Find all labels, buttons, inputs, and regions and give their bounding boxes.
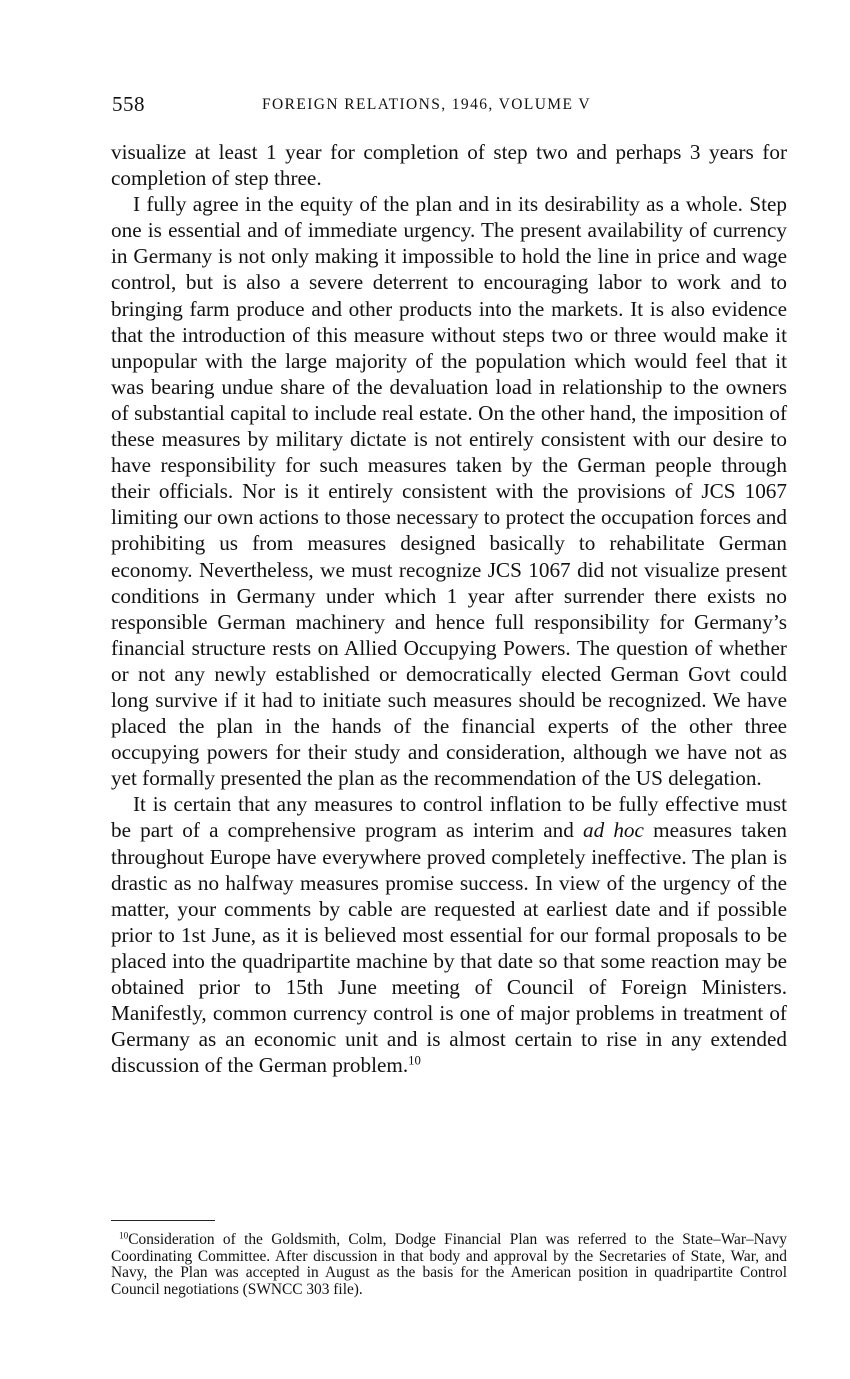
footnote-text: Consideration of the Goldsmith, Colm, Dodge Financial Plan was referred to the State–War–Navy Coordinating Committee. After discussion in that body and approval by the Secretaries of State, War, and Navy, the Plan was accepted in August as the basis for the American position in quadripartite Control Council negotiations (SWNCC 303 file). <box>111 1231 787 1298</box>
paragraph-3-text-end: measures taken throughout Europe have everywhere proved completely ineffective. The plan is drastic as no halfway measures promise success. In view of the urgency of the matter, your comments by cable are requested at earliest date and if possible prior to 1st June, as it is believed most essential for our formal proposals to be placed into the quadripartite machine by that date so that some reaction may be obtained prior to 15th June meeting of Council of Foreign Ministers. Manifestly, common currency control is one of major problems in treatment of Germany as an economic unit and is almost certain to rise in any extended discussion of the German problem. <box>111 818 787 1078</box>
paragraph-2: I fully agree in the equity of the plan and in its desirability as a whole. Step one is essential and of immediate urgency. The present availability of currency in Germany is not only making it impossible to hold the line in price and wage control, but is also a severe deterrent to encouraging labor to work and to bringing farm produce and other products into the markets. It is also evidence that the introduction of this measure without steps two or three would make it unpopular with the large majority of the population which would feel that it was bearing undue share of the devaluation load in relationship to the owners of substantial capital to include real estate. On the other hand, the imposition of these measures by military dictate is not entirely consistent with our desire to have responsibility for such measures taken by the German people through their officials. Nor is it entirely consistent with the provisions of JCS 1067 limiting our own actions to those necessary to protect the occupation forces and prohibiting us from measures designed basically to rehabilitate German economy. Nevertheless, we must recognize JCS 1067 did not visualize present conditions in Germany under which 1 year after surrender there exists no responsible German machinery and hence full responsibility for Germany’s financial structure rests on Allied Occupying Powers. The question of whether or not any newly established or democratically elected German Govt could long survive if it had to initiate such measures should be recognized. We have placed the plan in the hands of the financial experts of the other three occupying powers for their study and consideration, although we have not as yet formally presented the plan as the recommendation of the US delegation. <box>111 192 787 791</box>
footnote-divider <box>111 1220 215 1221</box>
body-text <box>111 139 787 1078</box>
paragraph-1: visualize at least 1 year for completion of step two and perhaps 3 years for completion of step three. <box>111 140 787 191</box>
running-title: FOREIGN RELATIONS, 1946, VOLUME V <box>262 96 591 113</box>
paragraph-3-text-start: It is certain that any measures to control inflation to be fully effective must be part of a comprehensive program as interim and <box>111 792 787 843</box>
footnote <box>111 1232 787 1298</box>
italic-phrase: ad hoc <box>582 818 644 843</box>
page-header <box>112 92 788 122</box>
paragraph-3 <box>111 791 787 1078</box>
footnote-paragraph <box>111 1232 787 1298</box>
page-number: 558 <box>112 92 145 116</box>
footnote-marker: 10 <box>119 1230 129 1241</box>
footnote-reference[interactable]: 10 <box>408 1053 421 1068</box>
